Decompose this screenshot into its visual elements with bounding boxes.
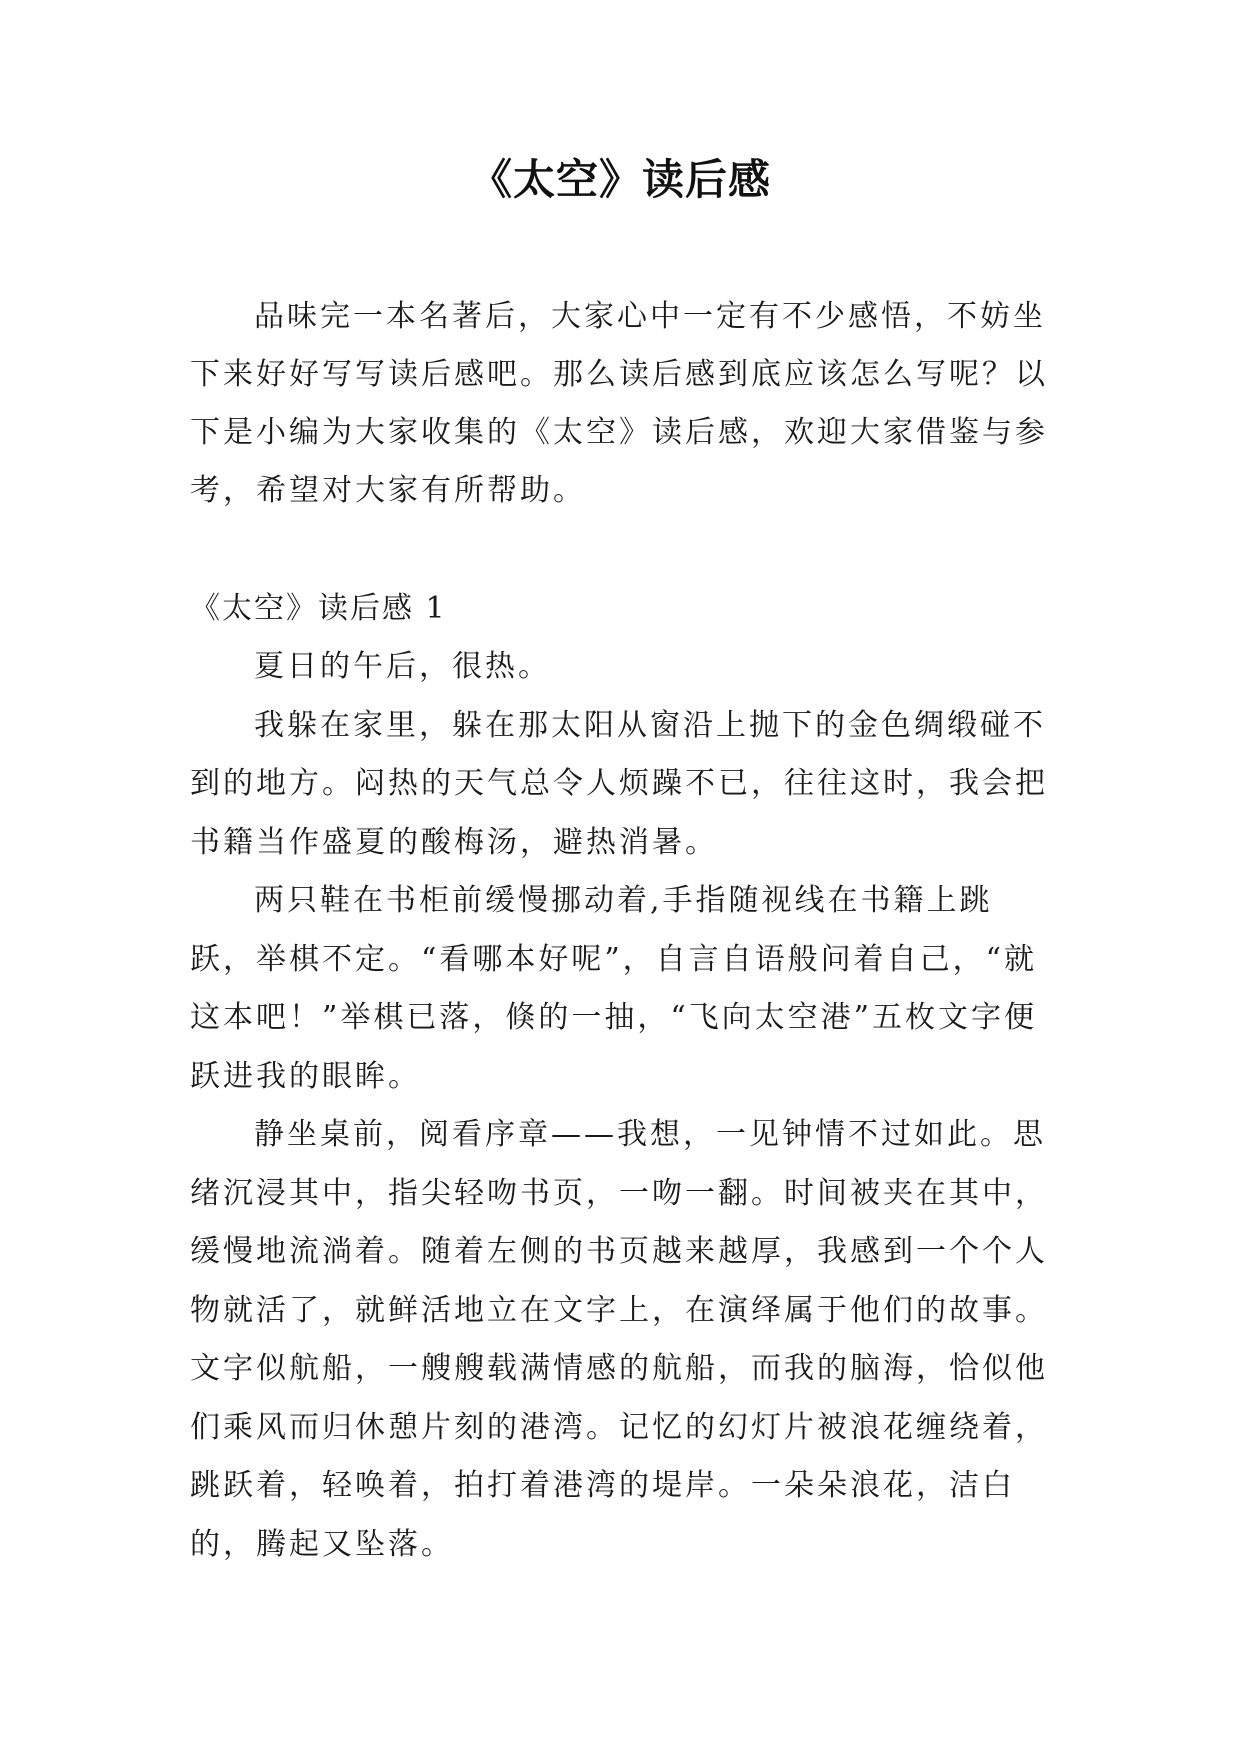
article-paragraph: 我躲在家里，躲在那太阳从窗沿上抛下的金色绸缎碰不到的地方。闷热的天气总令人烦躁不已，往往这时，我会把书籍当作盛夏的酸梅汤，避热消暑。 — [190, 707, 1048, 860]
article-body — [190, 638, 1050, 1574]
article-paragraph: 两只鞋在书柜前缓慢挪动着,手指随视线在书籍上跳跃，举棋不定。“看哪本好呢”，自言自语般问着自己，“就这本吧！”举棋已落，倏的一抽，“飞向太空港”五枚文字便跃进我的眼眸。 — [190, 883, 1038, 1094]
document-title: 《太空》读后感 — [469, 155, 771, 204]
intro-paragraph: 品味完一本名著后，大家心中一定有不少感悟，不妨坐下来好好写写读后感吧。那么读后感到底应该怎么写呢？以下是小编为大家收集的《太空》读后感，欢迎大家借鉴与参考，希望对大家有所帮助。 — [190, 299, 1048, 508]
article-paragraph: 夏日的午后，很热。 — [254, 649, 551, 684]
section-heading: 《太空》读后感 1 — [190, 591, 447, 626]
article-paragraph: 静坐桌前，阅看序章——我想，一见钟情不过如此。思绪沉浸其中，指尖轻吻书页，一吻一翻。时间被夹在其中，缓慢地流淌着。随着左侧的书页越来越厚，我感到一个个人物就活了，就鲜活地立在文字上，在演绎属于他们的故事。文字似航船，一艘艘载满情感的航船，而我的脑海，恰似他们乘风而归休憩片刻的港湾。记忆的幻灯片被浪花缠绕着，跳跃着，轻唤着，拍打着港湾的堤岸。一朵朵浪花，洁白的，腾起又坠落。 — [190, 1117, 1048, 1562]
